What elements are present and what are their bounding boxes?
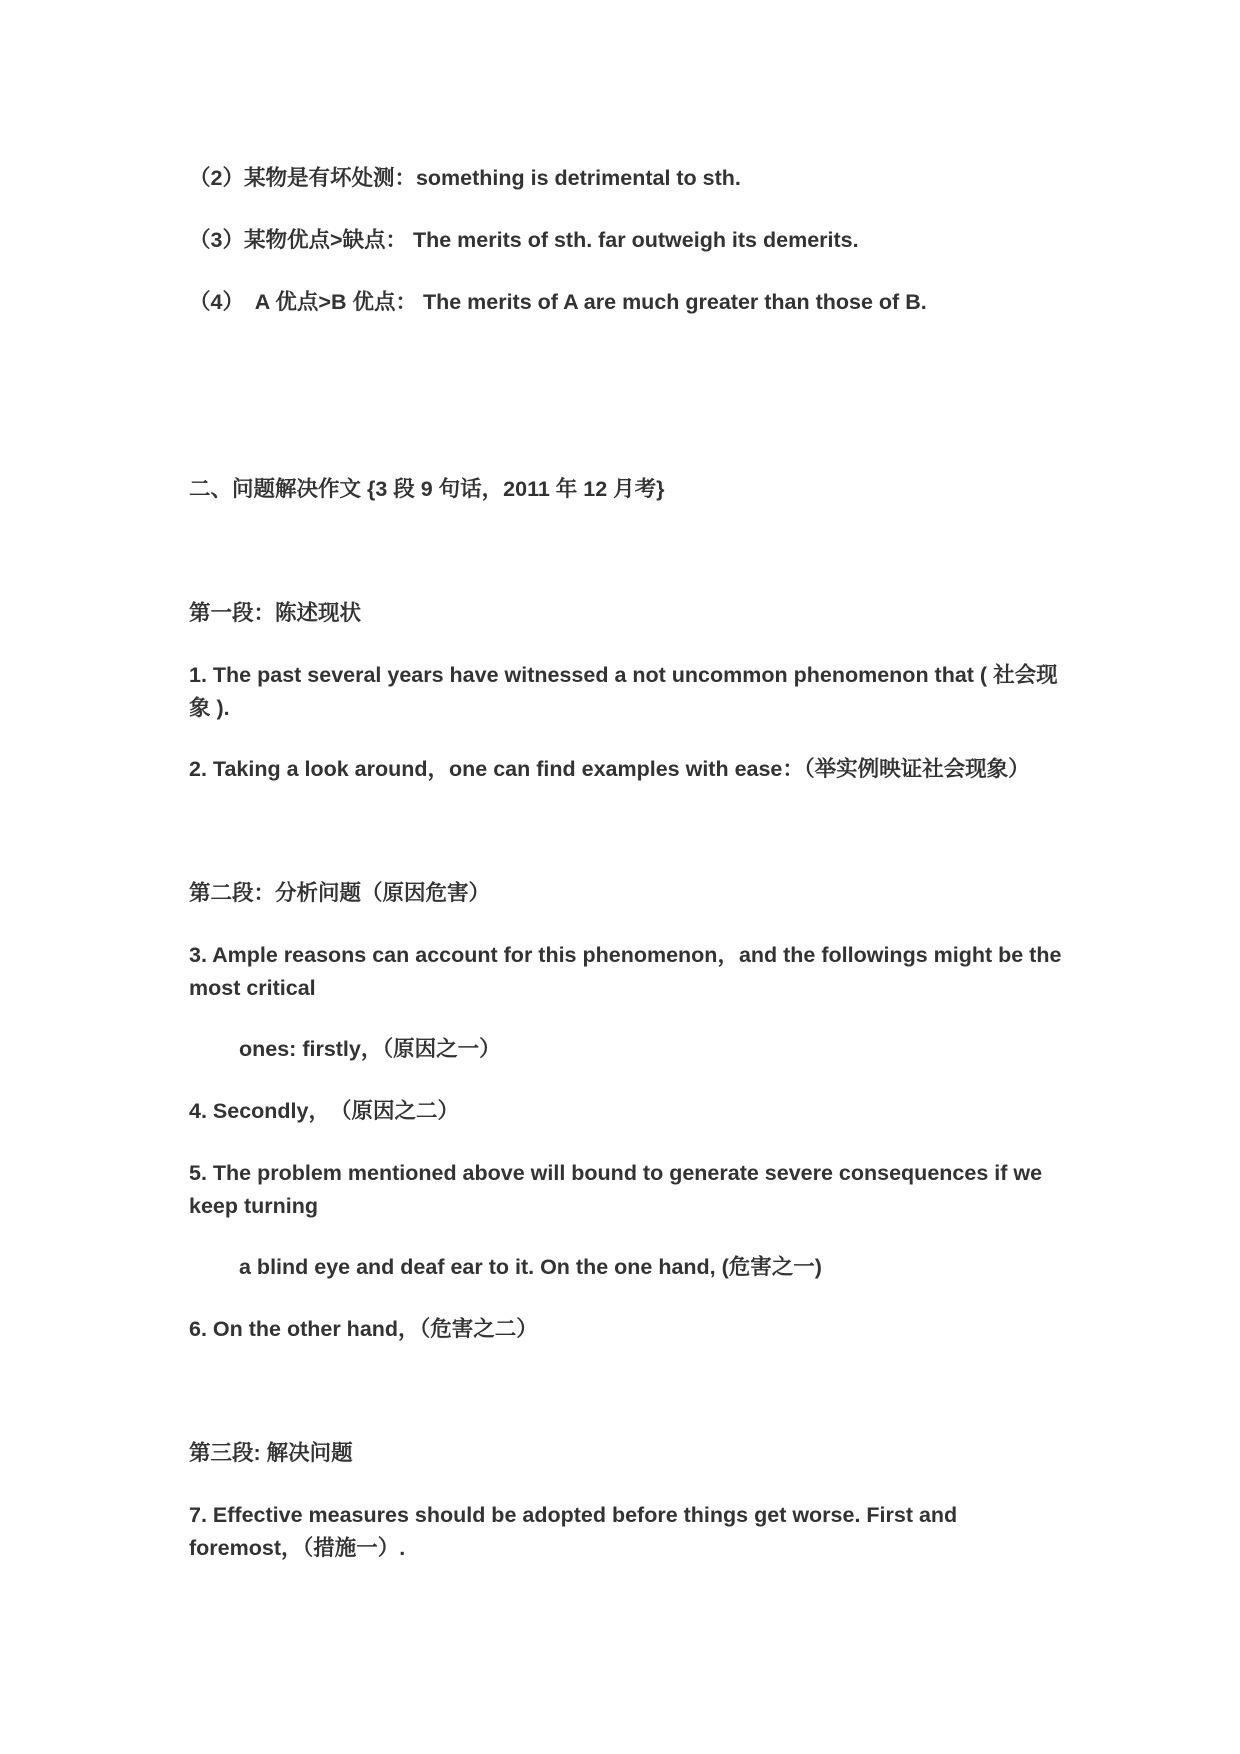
paragraph-heading-2: 第二段：分析问题（原因危害） bbox=[189, 881, 491, 905]
section-heading-problem-solving: 二、问题解决作文 {3 段 9 句话，2011 年 12 月考} bbox=[189, 477, 665, 501]
sentence-4: 4. Secondly， （原因之二） bbox=[189, 1099, 459, 1123]
sentence-3-continuation: ones: firstly，（原因之一） bbox=[239, 1037, 501, 1061]
paragraph-heading-1: 第一段：陈述现状 bbox=[189, 601, 362, 625]
sentence-7: 7. Effective measures should be adopted before things get worse. First and foremost，（措施一）. bbox=[189, 1503, 958, 1560]
sentence-6: 6. On the other hand，（危害之二） bbox=[189, 1317, 538, 1341]
sentence-5-continuation: a blind eye and deaf ear to it. On the one hand, (危害之一) bbox=[239, 1255, 822, 1279]
phrase-merits-greater: （4） A 优点>B 优点： The merits of A are much greater than those of B. bbox=[189, 290, 927, 314]
phrase-detrimental: （2）某物是有坏处测：something is detrimental to sth. bbox=[189, 166, 741, 190]
sentence-2: 2. Taking a look around，one can find examples with ease：（举实例映证社会现象） bbox=[189, 757, 1030, 781]
paragraph-heading-3: 第三段: 解决问题 bbox=[189, 1441, 353, 1465]
sentence-1: 1. The past several years have witnessed a not uncommon phenomenon that ( 社会现象 ). bbox=[189, 663, 1058, 720]
sentence-5: 5. The problem mentioned above will bound to generate severe consequences if we keep turning bbox=[189, 1161, 1043, 1218]
phrase-merits-outweigh: （3）某物优点>缺点： The merits of sth. far outweigh its demerits. bbox=[189, 228, 859, 252]
sentence-3: 3. Ample reasons can account for this phenomenon，and the followings might be the most critical bbox=[189, 943, 1062, 1000]
